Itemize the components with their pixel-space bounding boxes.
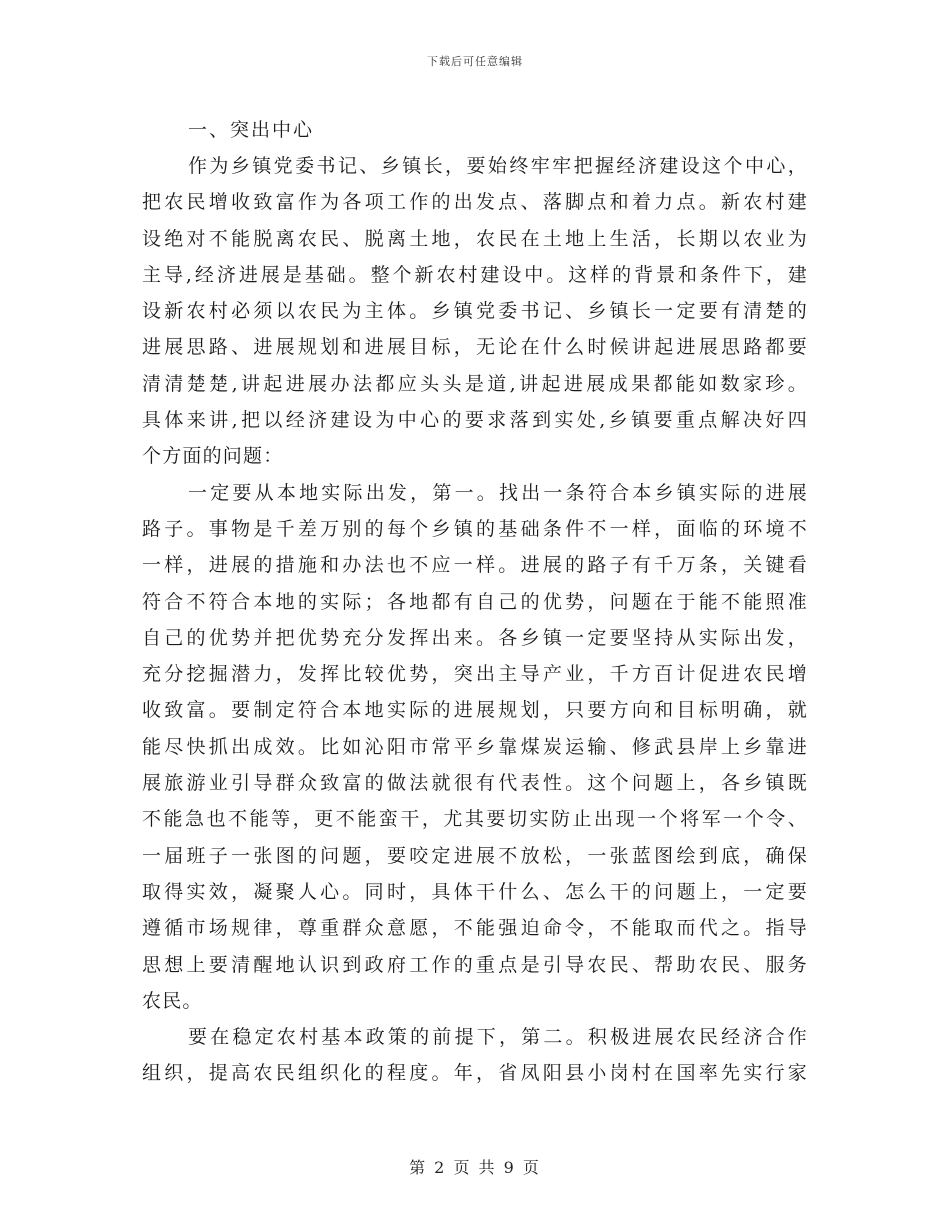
- total-page-count: 9: [503, 1158, 516, 1177]
- text-line: 一定要从本地实际出发，第一。找出一条符合本乡镇实际的进展: [188, 481, 808, 504]
- text-line: 遵循市场规律，尊重群众意愿，不能强迫命令，不能取而代之。指导: [142, 917, 808, 940]
- text-line: 一届班子一张图的问题，要咬定进展不放松，一张蓝图绘到底，确保: [142, 844, 808, 867]
- text-line: 具体来讲,把以经济建设为中心的要求落到实处,乡镇要重点解决好四: [142, 409, 808, 432]
- text-line: 不能急也不能等，更不能蛮干，尤其要切实防止出现一个将军一个令、: [142, 808, 808, 831]
- page-header-note: 下载后可任意编辑: [427, 55, 523, 68]
- text-line: 作为乡镇党委书记、乡镇长，要始终牢牢把握经济建设这个中心，: [188, 155, 808, 177]
- page-footer: [0, 1155, 950, 1178]
- paragraph-1: [142, 148, 808, 475]
- text-line: 农民。: [142, 989, 203, 1012]
- text-line: 自己的优势并把优势充分发挥出来。各乡镇一定要坚持从实际出发，: [142, 626, 808, 649]
- text-line: 能尽快抓出成效。比如沁阳市常平乡靠煤炭运输、修武县岸上乡靠进: [142, 735, 808, 758]
- paragraph-2: [142, 475, 808, 1019]
- text-line: 路子。事物是千差万别的每个乡镇的基础条件不一样，面临的环境不: [142, 517, 808, 540]
- paragraph-3: [142, 1019, 808, 1092]
- text-line: 主导,经济进展是基础。整个新农村建设中。这样的背景和条件下，建: [142, 263, 808, 286]
- document-body: [142, 112, 808, 1092]
- text-line: 要在稳定农村基本政策的前提下，第二。积极进展农民经济合作: [188, 1026, 808, 1049]
- footer-prefix: 第: [409, 1158, 428, 1177]
- footer-suffix: 页: [522, 1158, 541, 1177]
- text-line: 一样，进展的措施和办法也不应一样。进展的路子有千万条，关键看: [142, 554, 808, 577]
- text-line: 符合不符合本地的实际；各地都有自己的优势，问题在于能不能照准: [142, 590, 808, 613]
- text-line: 展旅游业引导群众致富的做法就很有代表性。这个问题上，各乡镇既: [142, 772, 808, 795]
- text-line: 设新农村必须以农民为主体。乡镇党委书记、乡镇长一定要有清楚的: [142, 300, 808, 323]
- text-line: 把农民增收致富作为各项工作的出发点、落脚点和着力点。新农村建: [142, 191, 808, 214]
- footer-middle: 页 共: [453, 1158, 497, 1177]
- text-line: 思想上要清醒地认识到政府工作的重点是引导农民、帮助农民、服务: [142, 953, 808, 976]
- text-line: 个方面的问题：: [142, 445, 284, 468]
- text-line: 充分挖掘潜力，发挥比较优势，突出主导产业，千方百计促进农民增: [142, 663, 808, 686]
- section-heading: 一、突出中心: [188, 119, 315, 141]
- text-line: 取得实效，凝聚人心。同时，具体干什么、怎么干的问题上，一定要: [142, 880, 808, 903]
- text-line: 清清楚楚,讲起进展办法都应头头是道,讲起进展成果都能如数家珍。: [142, 372, 808, 395]
- text-line: 进展思路、进展规划和进展目标，无论在什么时候讲起进展思路都要: [142, 336, 808, 359]
- text-line: 收致富。要制定符合本地实际的进展规划，只要方向和目标明确，就: [142, 699, 808, 722]
- text-line: 设绝对不能脱离农民、脱离土地，农民在土地上生活，长期以农业为: [142, 227, 808, 250]
- current-page-number: 2: [434, 1158, 447, 1177]
- text-line: 组织，提高农民组织化的程度。年，省凤阳县小岗村在国率先实行家: [142, 1062, 808, 1085]
